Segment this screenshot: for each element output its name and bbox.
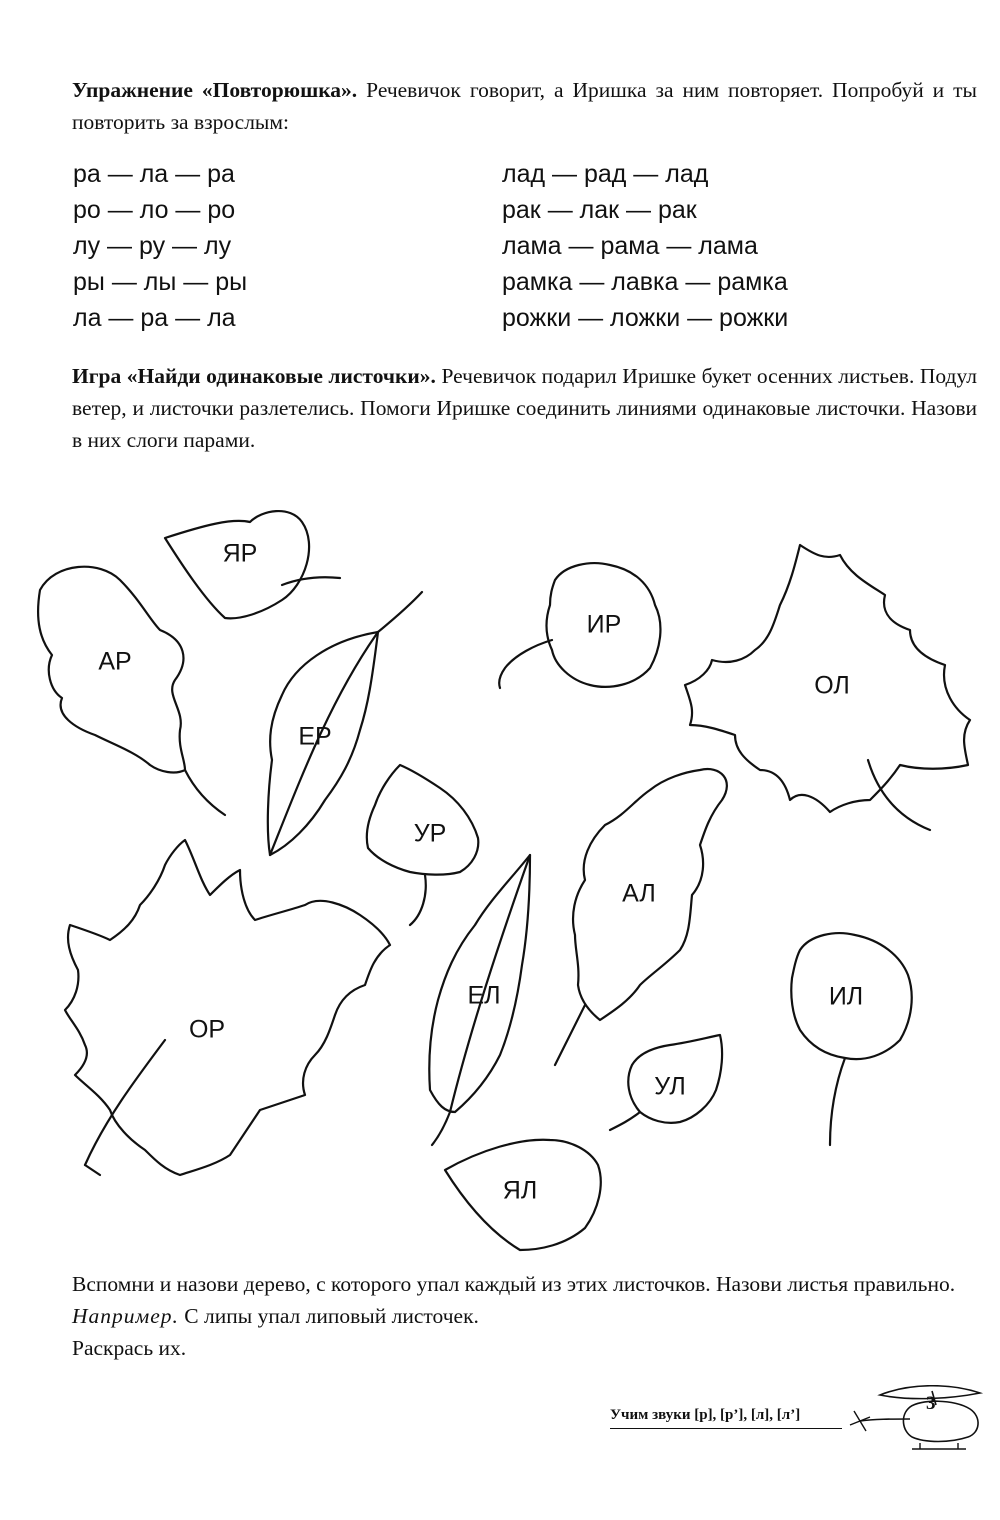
leaf-label-ar: АР [98,647,132,676]
leaf-ul[interactable] [610,1035,722,1130]
leaf-ir[interactable] [499,563,660,688]
leaf-label-yar: ЯР [222,539,258,568]
leaves-illustration [0,500,1000,1270]
bottom-paragraph [72,1268,977,1364]
syllable-row: лу — ру — лу [73,232,232,260]
game-paragraph [72,360,977,456]
leaf-label-el: ЕЛ [467,981,501,1010]
footer-label: Учим звуки [р], [р’], [л], [л’] [610,1407,801,1423]
word-row: рамка — лавка — рамка [502,268,788,296]
syllable-row: ры — лы — ры [73,268,248,296]
leaf-il[interactable] [791,933,911,1145]
leaf-or[interactable] [65,840,390,1175]
exercise-text: Речевичок говорит, а Иришка за ним повторяет. Попробуй и ты повторить за взрослым: [72,78,977,134]
syllable-row: ро — ло — ро [73,196,236,224]
leaf-yar[interactable] [165,511,340,618]
leaf-label-or: ОР [188,1015,226,1044]
leaf-ur[interactable] [367,765,478,925]
leaf-label-al: АЛ [622,879,656,908]
syllables-right-column [502,156,788,336]
syllable-row: ра — ла — ра [73,160,235,188]
leaf-label-er: ЕР [298,722,332,751]
bottom-line-1: Вспомни и назови дерево, с которого упал каждый из этих листочков. Назови листья правильно. [72,1272,956,1296]
footer-divider [610,1428,842,1429]
bottom-line-3: Раскрась их. [72,1336,187,1360]
word-row: рак — лак — рак [502,196,697,224]
leaf-label-il: ИЛ [828,982,864,1011]
syllables-left-column [73,156,247,336]
game-title: Игра «Найди одинаковые листочки». [72,364,436,388]
word-row: лама — рама — лама [502,232,758,260]
exercise-title: Упражнение «Повторюшка». [72,78,358,102]
syllable-row: ла — ра — ла [73,304,236,332]
leaf-al[interactable] [555,769,727,1065]
leaf-label-ol: ОЛ [814,671,850,700]
leaf-label-yal: ЯЛ [502,1176,538,1205]
example-text: С липы упал липовый листочек. [178,1304,479,1328]
leaf-label-ul: УЛ [654,1072,686,1101]
game-text: Речевичок подарил Иришке букет осенних листьев. Подул ветер, и листочки разлетелись. Помоги Иришке соединить линиями одинаковые листочки. Назови в них слоги парами. [72,364,977,452]
example-label: Например. [72,1304,179,1328]
page-number: 3 [926,1393,936,1414]
leaf-yal[interactable] [445,1140,601,1250]
leaf-el[interactable] [429,855,530,1145]
leaf-ar[interactable] [38,567,225,815]
helicopter-icon [840,1385,985,1455]
exercise-paragraph [72,74,977,138]
word-row: рожки — ложки — рожки [502,304,789,332]
example-line [72,1300,977,1332]
leaf-label-ur: УР [413,819,447,848]
leaf-er[interactable] [268,592,422,855]
word-row: лад — рад — лад [502,160,709,188]
leaf-label-ir: ИР [586,610,622,639]
